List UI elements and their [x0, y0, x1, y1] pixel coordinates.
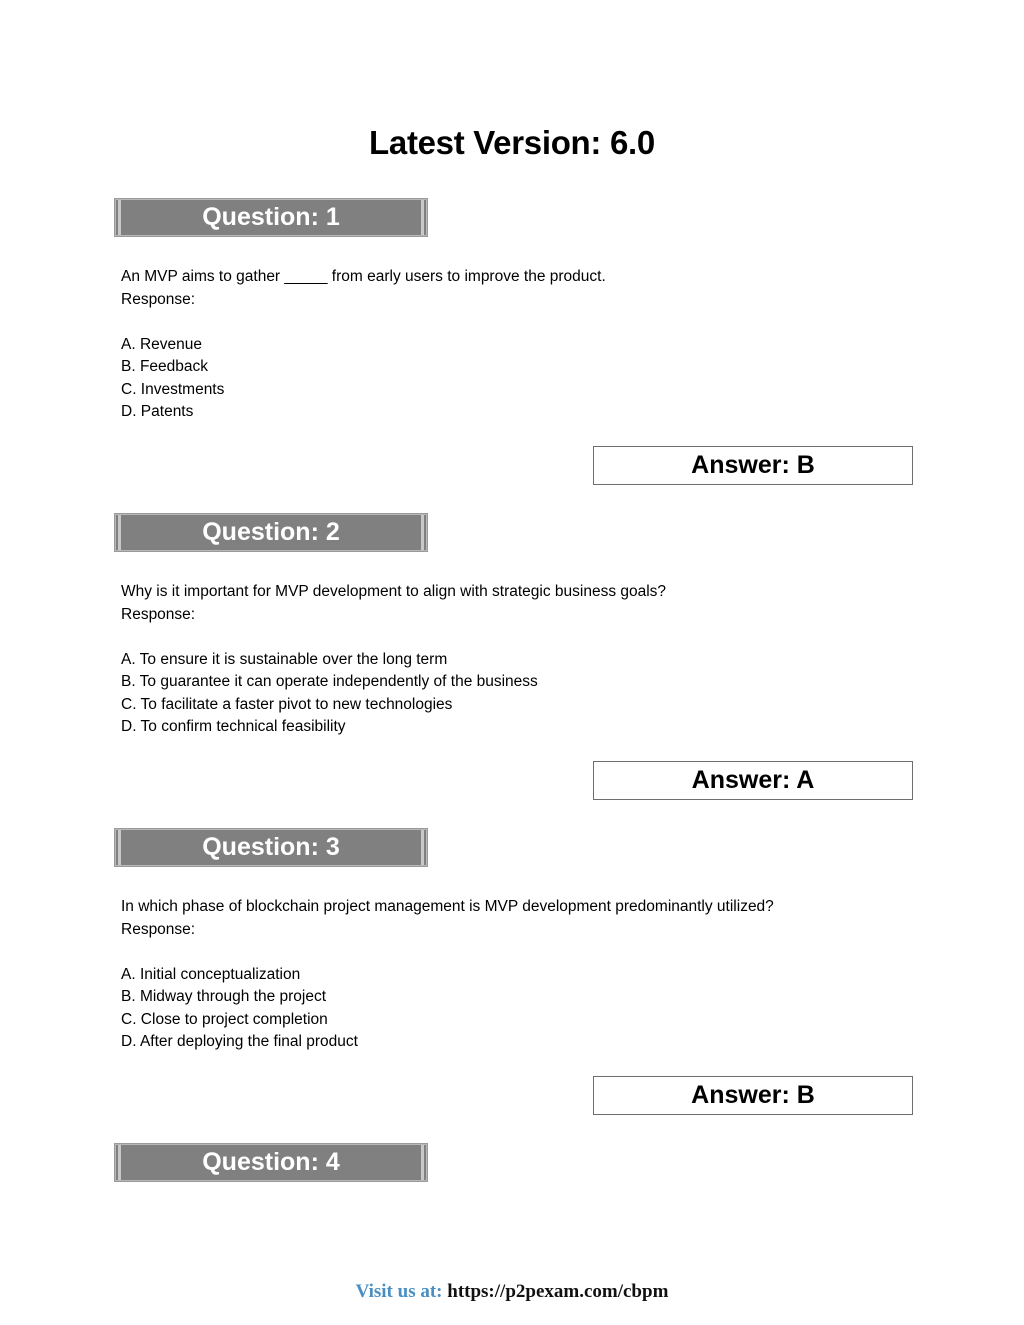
- question-2-response-label: Response:: [121, 605, 196, 623]
- question-3-response-label: Response:: [121, 920, 196, 938]
- question-3-option-d: D. After deploying the final product: [121, 1033, 358, 1050]
- question-1-body: [121, 266, 921, 424]
- question-2-header: Question: 2: [115, 514, 427, 551]
- question-3-body: [121, 896, 921, 1054]
- question-1-option-a: A. Revenue: [121, 335, 202, 353]
- question-1-prompt: An MVP aims to gather _____ from early users to improve the product.: [121, 268, 606, 285]
- question-3-answer: Answer: B: [593, 1076, 913, 1115]
- footer: [0, 1281, 1024, 1303]
- question-1-response-label: Response:: [121, 290, 196, 308]
- question-2-body: [121, 581, 921, 739]
- question-2-option-d: D. To confirm technical feasibility: [121, 718, 346, 735]
- question-3-option-a: A. Initial conceptualization: [121, 965, 301, 983]
- question-3-header: Question: 3: [115, 829, 427, 866]
- question-2-answer: Answer: A: [593, 761, 913, 800]
- question-2-prompt: Why is it important for MVP development to align with strategic business goals?: [121, 583, 667, 600]
- question-4-header: Question: 4: [115, 1144, 427, 1181]
- footer-url-link[interactable]: https://p2pexam.com/cbpm: [447, 1281, 669, 1302]
- question-3-option-c: C. Close to project completion: [121, 1010, 328, 1028]
- question-1-option-c: C. Investments: [121, 380, 225, 398]
- question-3-option-b: B. Midway through the project: [121, 988, 327, 1005]
- page-title: Latest Version: 6.0: [369, 124, 655, 161]
- question-2-option-a: A. To ensure it is sustainable over the long term: [121, 650, 448, 668]
- question-2-option-c: C. To facilitate a faster pivot to new technologies: [121, 695, 453, 713]
- question-1-header: Question: 1: [115, 199, 427, 236]
- question-3-prompt: In which phase of blockchain project management is MVP development predominantly utilized?: [121, 898, 774, 915]
- footer-visit-label: Visit us at:: [355, 1281, 443, 1302]
- question-1-option-d: D. Patents: [121, 403, 194, 420]
- question-2-option-b: B. To guarantee it can operate independently of the business: [121, 673, 538, 690]
- question-1-option-b: B. Feedback: [121, 358, 209, 375]
- question-1-answer: Answer: B: [593, 446, 913, 485]
